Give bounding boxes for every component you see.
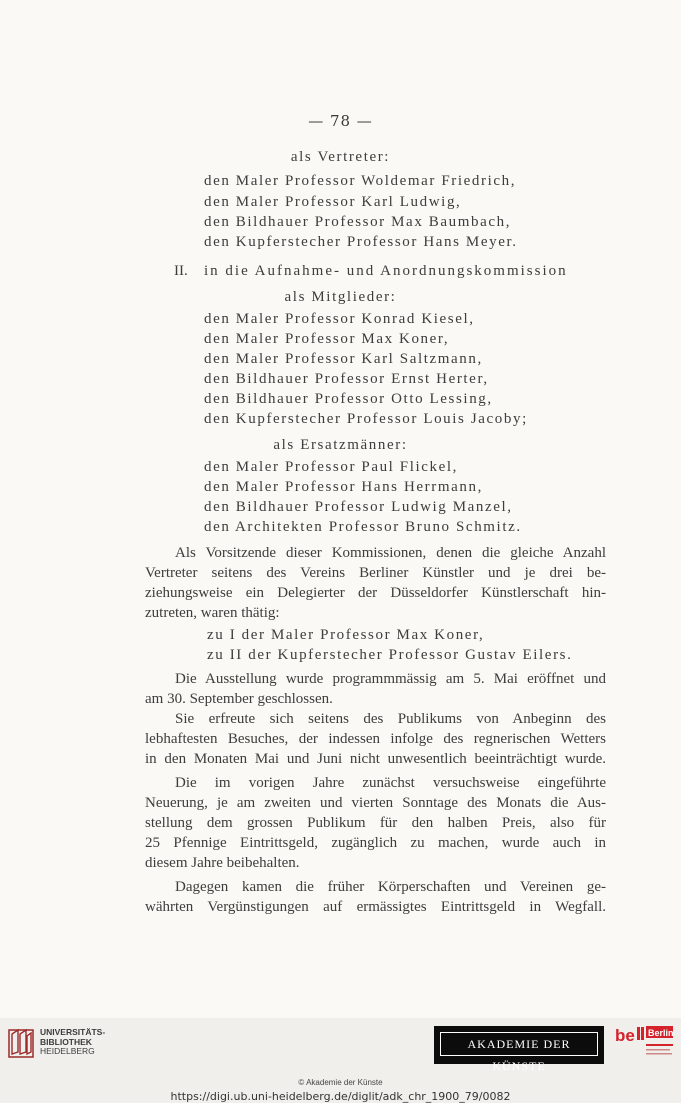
- list-item: den Maler Professor Karl Ludwig,: [204, 194, 462, 210]
- list-item: den Kupferstecher Professor Hans Meyer.: [204, 234, 518, 250]
- list-item: den Maler Professor Paul Flickel,: [204, 459, 459, 475]
- heading-mitglieder: als Mitglieder:: [284, 289, 397, 305]
- list-item: den Bildhauer Professor Ernst Herter,: [204, 371, 489, 387]
- list-item: den Maler Professor Karl Saltzmann,: [204, 351, 483, 367]
- section-number: II.: [174, 263, 188, 279]
- paragraph-line: ziehungsweise ein Delegierter der Düsseldorfer Künstlerschaft hin-: [145, 585, 606, 601]
- list-item: den Bildhauer Professor Otto Lessing,: [204, 391, 493, 407]
- be-berlin-logo-icon[interactable]: [613, 1024, 675, 1068]
- copyright-notice: © Akademie der Künste: [298, 1078, 383, 1087]
- heading-ersatzmaenner: als Ersatzmänner:: [273, 437, 408, 453]
- university-library-logo-icon[interactable]: [8, 1026, 34, 1058]
- list-item: den Bildhauer Professor Ludwig Manzel,: [204, 499, 513, 515]
- paragraph-line: diesem Jahre beibehalten.: [145, 855, 300, 871]
- list-item: den Maler Professor Konrad Kiesel,: [204, 311, 475, 327]
- viewer-footer: [0, 1018, 681, 1103]
- list-item: den Maler Professor Hans Herrmann,: [204, 479, 483, 495]
- list-item: den Maler Professor Max Koner,: [204, 331, 450, 347]
- adk-logo-text: AKADEMIE DER KÜNSTE: [440, 1032, 598, 1056]
- paragraph-line: Als Vorsitzende dieser Kommissionen, denen die gleiche Anzahl: [175, 545, 606, 561]
- list-item: den Maler Professor Woldemar Friedrich,: [204, 173, 517, 189]
- university-library-name: UNIVERSITÄTS- BIBLIOTHEK HEIDELBERG: [40, 1027, 106, 1056]
- paragraph-line: Vertreter seitens des Vereins Berliner Künstler und je drei be-: [145, 565, 606, 581]
- paragraph-line: Dagegen kamen die früher Körperschaften und Vereinen ge-: [175, 879, 606, 895]
- paragraph-line: in den Monaten Mai und Juni nicht unwesentlich beeinträchtigt wurde.: [145, 751, 606, 767]
- paragraph-line: 25 Pfennige Eintrittsgeld, zugänglich zu machen, wurde auch in: [145, 835, 606, 851]
- paragraph-line: stellung dem grossen Publikum für den halben Preis, also für: [145, 815, 606, 831]
- paragraph-line: Sie erfreute sich seitens des Publikums von Anbeginn des: [175, 711, 606, 727]
- paragraph-line: Die Ausstellung wurde programmmässig am 5. Mai eröffnet und: [175, 671, 606, 687]
- akademie-der-kuenste-logo[interactable]: [434, 1026, 604, 1073]
- paragraph-line: zutreten, waren thätig:: [145, 605, 280, 621]
- list-item: den Bildhauer Professor Max Baumbach,: [204, 214, 512, 230]
- paragraph-line: währten Vergünstigungen auf ermässigtes Eintrittsgeld in Wegfall.: [145, 899, 606, 915]
- berlin-logo-text: Berlin: [648, 1028, 674, 1038]
- be-logo-text: be: [615, 1026, 635, 1045]
- paragraph-line: Neuerung, je am zweiten und vierten Sonntage des Monats die Aus-: [145, 795, 606, 811]
- section-heading: in die Aufnahme- und Anordnungskommission: [204, 263, 568, 279]
- paragraph-line: Die im vorigen Jahre zunächst versuchsweise eingeführte: [175, 775, 606, 791]
- paragraph-line: lebhaftesten Besuches, der indessen infolge des regnerischen Wetters: [145, 731, 606, 747]
- list-item: zu II der Kupferstecher Professor Gustav Eilers.: [207, 647, 573, 663]
- permalink-url[interactable]: https://digi.ub.uni-heidelberg.de/diglit/adk_chr_1900_79/0082: [170, 1090, 511, 1103]
- list-item: den Kupferstecher Professor Louis Jacoby;: [204, 411, 528, 427]
- page-number: — 78 —: [308, 112, 373, 130]
- list-item: den Architekten Professor Bruno Schmitz.: [204, 519, 522, 535]
- heading-vertreter: als Vertreter:: [290, 149, 391, 165]
- paragraph-line: am 30. September geschlossen.: [145, 691, 333, 707]
- list-item: zu I der Maler Professor Max Koner,: [207, 627, 485, 643]
